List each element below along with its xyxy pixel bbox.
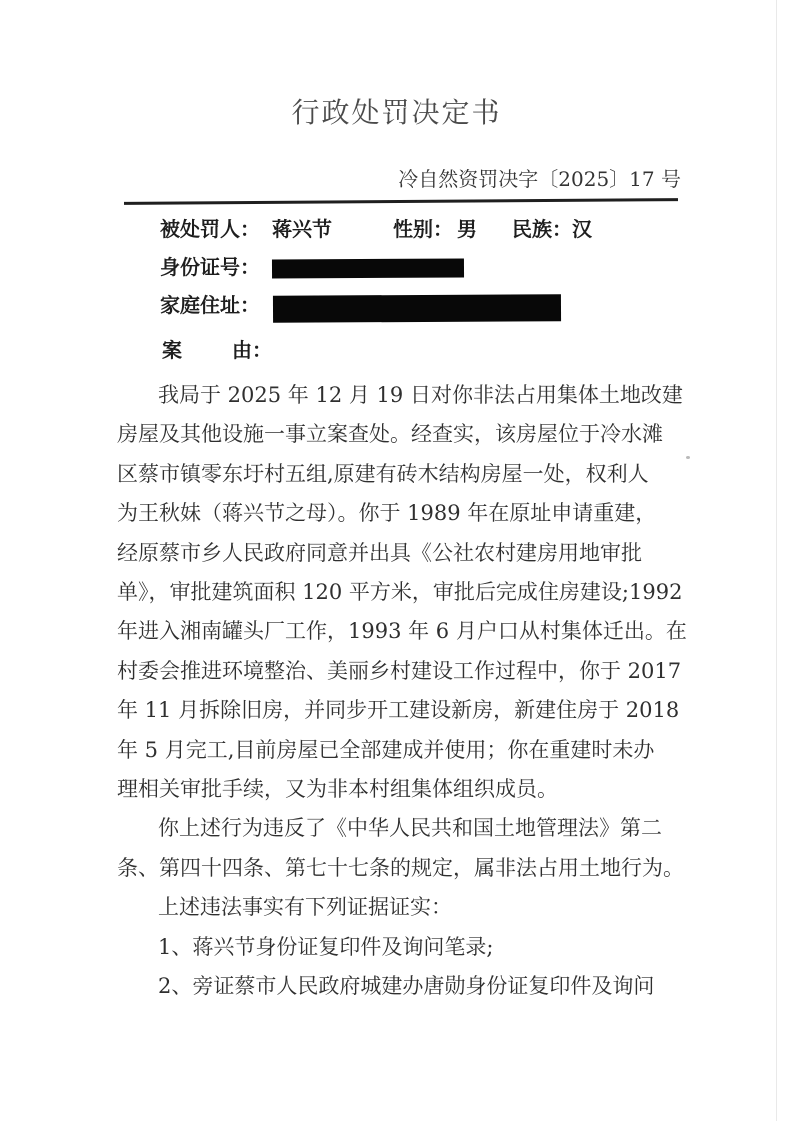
home-address-label: 家庭住址：: [160, 293, 260, 317]
scan-edge-line: [776, 0, 777, 1121]
id-number-label: 身份证号：: [160, 255, 260, 279]
redaction-bar-id-number: [272, 258, 464, 278]
body-line: 为王秋妹（蒋兴节之母）。你于 1989 年在原址申请重建，: [117, 501, 657, 526]
ethnicity-label: 民族：: [512, 217, 572, 241]
header-divider: [124, 198, 678, 205]
case-cause-label-left: 案: [162, 338, 182, 362]
body-line: 理相关审批手续，又为非本村组集体组织成员。: [117, 777, 558, 802]
body-line: 年 11 月拆除旧房，并同步开工建设新房，新建住房于 2018: [117, 698, 680, 723]
body-line: 2、旁证蔡市人民政府城建办唐勋身份证复印件及询问: [158, 974, 655, 999]
body-line: 房屋及其他设施一事立案查处。经查实，该房屋位于冷水滩: [117, 422, 663, 447]
body-line: 年进入湘南罐头厂工作，1993 年 6 月户口从村集体迁出。在: [117, 619, 687, 644]
body-line: 经原蔡市乡人民政府同意并出具《公社农村建房用地审批: [117, 540, 642, 565]
case-cause-label-right: 由：: [232, 338, 272, 362]
redaction-bar-home-address: [273, 294, 561, 323]
body-line: 我局于 2025 年 12 月 19 日对你非法占用集体土地改建: [158, 383, 683, 407]
penalized-person-label: 被处罚人：: [160, 217, 260, 241]
body-line: 条、第四十四条、第七十七条的规定，属非法占用土地行为。: [117, 855, 684, 880]
body-line: 1、蒋兴节身份证复印件及询问笔录;: [158, 934, 494, 959]
gender-label: 性别：: [393, 217, 453, 241]
document-body: [117, 376, 697, 1007]
body-line: 单》，审批建筑面积 120 平方米，审批后完成住房建设;1992: [117, 580, 683, 605]
page-title: 行政处罚决定书: [291, 96, 502, 129]
body-line: 你上述行为违反了《中华人民共和国土地管理法》第二: [158, 816, 662, 841]
document-number: 冷自然资罚决字〔2025〕17 号: [398, 167, 681, 191]
ethnicity-value: 汉: [572, 217, 592, 241]
body-line: 区蔡市镇零东圩村五组,原建有砖木结构房屋一处，权利人: [117, 461, 649, 486]
scan-speck: [686, 456, 690, 459]
body-line: 年 5 月完工,目前房屋已全部建成并使用；你在重建时未办: [117, 737, 655, 762]
body-line: 村委会推进环境整治、美丽乡村建设工作过程中，你于 2017: [117, 658, 682, 683]
gender-value: 男: [457, 217, 477, 241]
body-line: 上述违法事实有下列证据证实：: [158, 895, 452, 920]
penalized-person-value: 蒋兴节: [272, 217, 332, 241]
